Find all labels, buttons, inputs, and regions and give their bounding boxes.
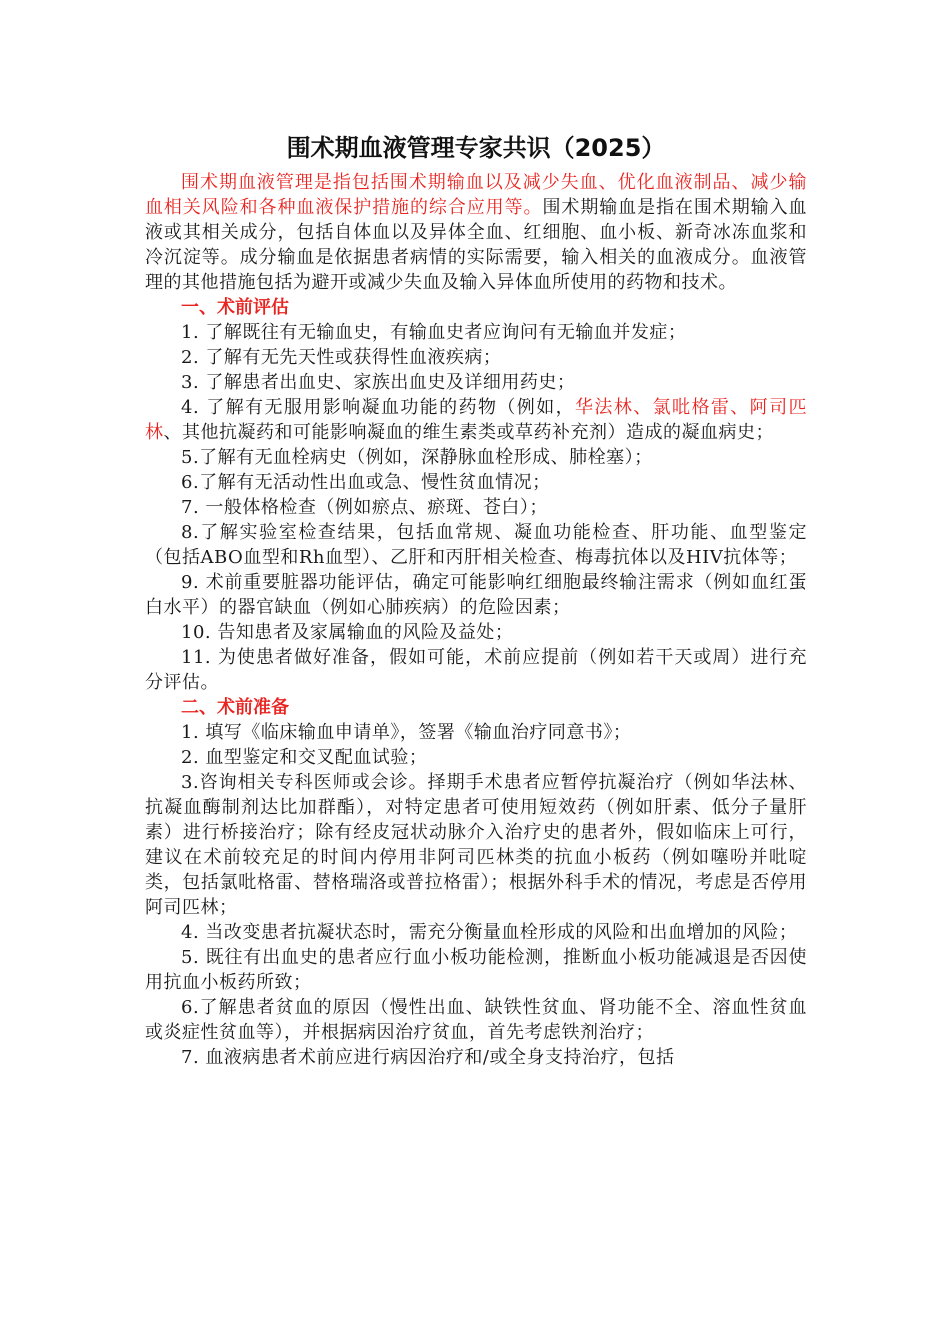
item4-before: 4. 了解有无服用影响凝血功能的药物（例如，: [181, 397, 576, 418]
intro-paragraph: [145, 170, 807, 295]
section1-item-8: 8.了解实验室检查结果，包括血常规、凝血功能检查、肝功能、血型鉴定（包括ABO血型和Rh血型）、乙肝和丙肝相关检查、梅毒抗体以及HIV抗体等；: [145, 522, 807, 568]
section2-item-1: 1. 填写《临床输血申请单》，签署《输血治疗同意书》；: [181, 722, 632, 743]
intro-text: 围术期输血是指在围术期输入血液或其相关成分，包括自体血以及异体全血、红细胞、血小板、新奇冰冻血浆和冷沉淀等。成分输血是依据患者病情的实际需要，输入相关的血液成分。血液管理的其他措施包括为避开或减少失血及输入异体血所使用的药物和技术。: [145, 197, 808, 293]
section1-item-1: 1. 了解既往有无输血史，有输血史者应询问有无输血并发症；: [181, 322, 687, 343]
document-title: 围术期血液管理专家共识（2025）: [286, 134, 666, 162]
section2-item-6: 6.了解患者贫血的原因（慢性出血、缺铁性贫血、肾功能不全、溶血性贫血或炎症性贫血等），并根据病因治疗贫血，首先考虑铁剂治疗；: [145, 997, 807, 1043]
section2-item-3: 3.咨询相关专科医师或会诊。择期手术患者应暂停抗凝治疗（例如华法林、抗凝血酶制剂达比加群酯），对特定患者可使用短效药（例如肝素、低分子量肝素）进行桥接治疗；除有经皮冠状动脉介入治疗史的患者外，假如临床上可行，建议在术前较充足的时间内停用非阿司匹林类的抗血小板药（例如噻吩并吡啶类，包括氯吡格雷、替格瑞洛或普拉格雷）；根据外科手术的情况，考虑是否停用阿司匹林；: [145, 772, 807, 918]
section2-item-4: 4. 当改变患者抗凝状态时，需充分衡量血栓形成的风险和出血增加的风险；: [181, 922, 798, 943]
section1-item-6: 6.了解有无活动性出血或急、慢性贫血情况；: [181, 472, 551, 493]
item4-drugs-highlight: 华法林、氯吡格雷、阿司匹林: [145, 397, 807, 443]
section1-item-11: 11. 为使患者做好准备，假如可能，术前应提前（例如若干天或周）进行充分评估。: [145, 647, 807, 693]
section2-item-2: 2. 血型鉴定和交叉配血试验；: [181, 747, 428, 768]
document-page: [145, 132, 807, 1070]
intro-highlight: 围术期血液管理是指包括围术期输血以及减少失血、优化血液制品、减少输血相关风险和各种血液保护措施的综合应用等。: [145, 172, 807, 218]
section1-item-4: [145, 395, 807, 445]
section1-item-5: 5.了解有无血栓病史（例如，深静脉血栓形成、肺栓塞）；: [181, 447, 653, 468]
item4-after: 、其他抗凝药和可能影响凝血的维生素类或草药补充剂）造成的凝血病史；: [163, 422, 774, 443]
section1-item-3: 3. 了解患者出血史、家族出血史及详细用药史；: [181, 372, 576, 393]
section2-heading: 二、术前准备: [181, 697, 289, 718]
section2-item-7: 7. 血液病患者术前应进行病因治疗和/或全身支持治疗，包括: [181, 1047, 675, 1068]
section1-item-2: 2. 了解有无先天性或获得性血液疾病；: [181, 347, 502, 368]
section1-item-7: 7. 一般体格检查（例如瘀点、瘀斑、苍白）；: [181, 497, 548, 518]
section1-item-9: 9. 术前重要脏器功能评估，确定可能影响红细胞最终输注需求（例如血红蛋白水平）的器官缺血（例如心肺疾病）的危险因素；: [145, 572, 807, 618]
section2-item-5: 5. 既往有出血史的患者应行血小板功能检测，推断血小板功能减退是否因使用抗血小板药所致；: [145, 947, 807, 993]
section1-heading: 一、术前评估: [181, 297, 289, 318]
section1-item-10: 10. 告知患者及家属输血的风险及益处；: [181, 622, 514, 643]
